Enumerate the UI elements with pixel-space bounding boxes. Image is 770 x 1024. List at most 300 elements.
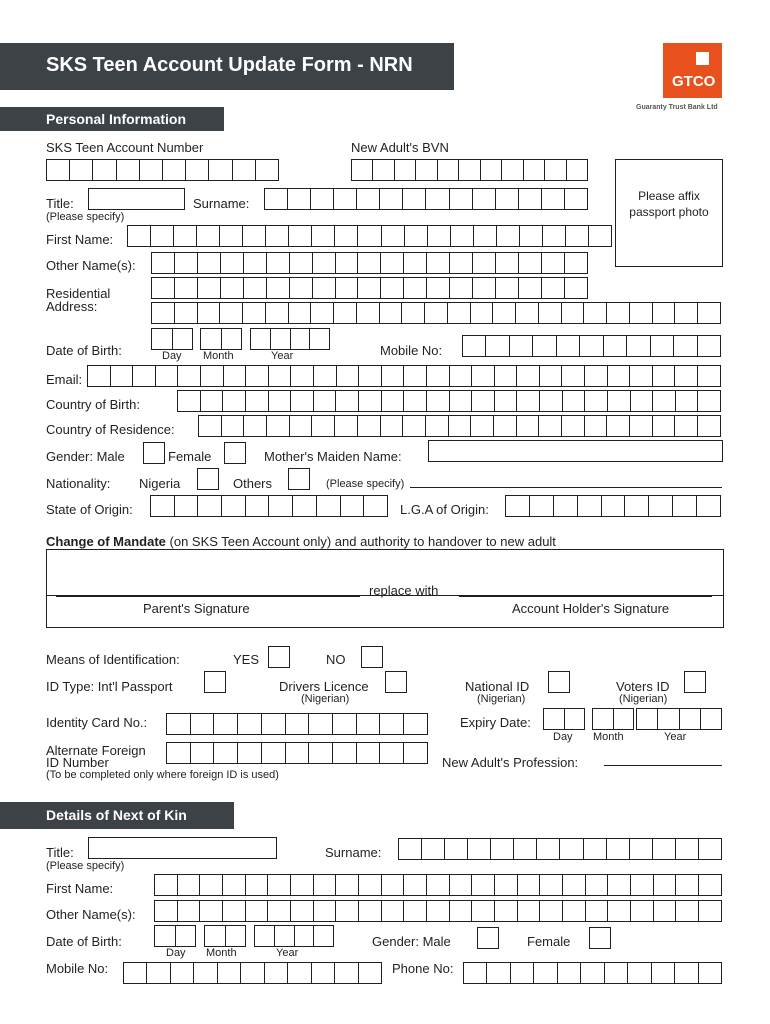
char-box[interactable] <box>262 713 286 735</box>
char-box[interactable] <box>262 742 286 764</box>
char-box[interactable] <box>495 390 518 412</box>
char-box[interactable] <box>565 708 586 730</box>
char-box[interactable] <box>291 900 314 922</box>
char-box[interactable] <box>562 415 585 437</box>
char-box[interactable] <box>233 159 256 181</box>
char-box[interactable] <box>220 302 243 324</box>
char-box[interactable] <box>359 900 382 922</box>
char-box[interactable] <box>416 159 437 181</box>
char-box[interactable] <box>266 302 289 324</box>
char-box[interactable] <box>539 415 562 437</box>
char-box[interactable] <box>198 415 222 437</box>
address-boxes-line1[interactable] <box>151 277 588 299</box>
char-box[interactable] <box>243 302 266 324</box>
state-origin-boxes[interactable] <box>150 495 388 517</box>
char-box[interactable] <box>517 415 540 437</box>
char-box[interactable] <box>487 962 510 984</box>
char-box[interactable] <box>602 495 626 517</box>
char-box[interactable] <box>191 742 215 764</box>
char-box[interactable] <box>150 495 175 517</box>
char-box[interactable] <box>214 742 238 764</box>
char-box[interactable] <box>567 159 588 181</box>
char-box[interactable] <box>404 277 427 299</box>
char-box[interactable] <box>404 742 428 764</box>
char-box[interactable] <box>565 188 588 210</box>
char-box[interactable] <box>166 713 191 735</box>
voters-id-checkbox[interactable] <box>684 671 706 693</box>
char-box[interactable] <box>357 742 381 764</box>
char-box[interactable] <box>291 390 314 412</box>
char-box[interactable] <box>491 838 514 860</box>
char-box[interactable] <box>336 874 359 896</box>
char-box[interactable] <box>166 742 191 764</box>
char-box[interactable] <box>654 874 677 896</box>
char-box[interactable] <box>288 188 311 210</box>
char-box[interactable] <box>510 335 533 357</box>
char-box[interactable] <box>269 365 292 387</box>
char-box[interactable] <box>334 302 357 324</box>
char-box[interactable] <box>560 838 583 860</box>
char-box[interactable] <box>295 925 315 947</box>
char-box[interactable] <box>200 900 223 922</box>
char-box[interactable] <box>426 188 449 210</box>
char-box[interactable] <box>630 302 653 324</box>
char-box[interactable] <box>608 390 631 412</box>
char-box[interactable] <box>580 335 603 357</box>
char-box[interactable] <box>380 713 404 735</box>
char-box[interactable] <box>404 900 427 922</box>
char-box[interactable] <box>698 415 721 437</box>
char-box[interactable] <box>398 838 422 860</box>
char-box[interactable] <box>557 335 580 357</box>
char-box[interactable] <box>267 415 290 437</box>
char-box[interactable] <box>604 335 627 357</box>
char-box[interactable] <box>204 925 226 947</box>
char-box[interactable] <box>676 874 699 896</box>
char-box[interactable] <box>653 415 676 437</box>
char-box[interactable] <box>244 415 267 437</box>
char-box[interactable] <box>524 159 545 181</box>
char-box[interactable] <box>357 713 381 735</box>
char-box[interactable] <box>520 225 543 247</box>
char-box[interactable] <box>673 495 697 517</box>
char-box[interactable] <box>382 390 405 412</box>
char-box[interactable] <box>427 390 450 412</box>
char-box[interactable] <box>605 962 628 984</box>
char-box[interactable] <box>459 159 480 181</box>
char-box[interactable] <box>220 225 243 247</box>
char-box[interactable] <box>539 302 562 324</box>
kin-surname-boxes[interactable] <box>398 838 722 860</box>
char-box[interactable] <box>473 252 496 274</box>
char-box[interactable] <box>674 335 697 357</box>
char-box[interactable] <box>312 225 335 247</box>
char-box[interactable] <box>244 277 267 299</box>
char-box[interactable] <box>244 252 267 274</box>
char-box[interactable] <box>268 900 291 922</box>
char-box[interactable] <box>269 390 292 412</box>
char-box[interactable] <box>200 328 222 350</box>
char-box[interactable] <box>381 415 404 437</box>
char-box[interactable] <box>178 365 201 387</box>
char-box[interactable] <box>676 390 699 412</box>
char-box[interactable] <box>502 159 523 181</box>
char-box[interactable] <box>314 390 337 412</box>
char-box[interactable] <box>676 900 699 922</box>
char-box[interactable] <box>341 495 365 517</box>
char-box[interactable] <box>581 962 604 984</box>
char-box[interactable] <box>450 390 473 412</box>
char-box[interactable] <box>404 390 427 412</box>
nationality-specify-line[interactable] <box>410 487 722 488</box>
char-box[interactable] <box>652 962 675 984</box>
char-box[interactable] <box>542 188 565 210</box>
kin-title-field[interactable] <box>88 837 277 859</box>
char-box[interactable] <box>223 390 246 412</box>
char-box[interactable] <box>191 713 215 735</box>
char-box[interactable] <box>404 365 427 387</box>
char-box[interactable] <box>313 277 336 299</box>
char-box[interactable] <box>486 335 509 357</box>
char-box[interactable] <box>653 838 676 860</box>
char-box[interactable] <box>450 188 473 210</box>
char-box[interactable] <box>562 302 585 324</box>
other-names-boxes[interactable] <box>151 252 588 274</box>
char-box[interactable] <box>221 277 244 299</box>
char-box[interactable] <box>223 874 246 896</box>
char-box[interactable] <box>218 962 241 984</box>
char-box[interactable] <box>468 838 491 860</box>
kin-dob-month-boxes[interactable] <box>204 925 246 947</box>
char-box[interactable] <box>558 962 581 984</box>
char-box[interactable] <box>565 252 588 274</box>
char-box[interactable] <box>151 328 173 350</box>
char-box[interactable] <box>585 415 608 437</box>
char-box[interactable] <box>335 225 358 247</box>
char-box[interactable] <box>194 962 217 984</box>
char-box[interactable] <box>404 252 427 274</box>
char-box[interactable] <box>614 708 635 730</box>
char-box[interactable] <box>654 900 677 922</box>
female-checkbox[interactable] <box>224 442 246 464</box>
char-box[interactable] <box>198 495 222 517</box>
identity-card-boxes[interactable] <box>166 713 428 735</box>
char-box[interactable] <box>373 159 394 181</box>
char-box[interactable] <box>314 365 337 387</box>
char-box[interactable] <box>156 365 179 387</box>
char-box[interactable] <box>519 188 542 210</box>
char-box[interactable] <box>275 925 295 947</box>
char-box[interactable] <box>364 495 388 517</box>
char-box[interactable] <box>241 962 264 984</box>
char-box[interactable] <box>699 874 722 896</box>
char-box[interactable] <box>358 225 381 247</box>
char-box[interactable] <box>201 390 224 412</box>
char-box[interactable] <box>147 962 170 984</box>
char-box[interactable] <box>291 874 314 896</box>
char-box[interactable] <box>246 900 269 922</box>
char-box[interactable] <box>578 495 602 517</box>
char-box[interactable] <box>653 390 676 412</box>
char-box[interactable] <box>563 874 586 896</box>
char-box[interactable] <box>540 874 563 896</box>
char-box[interactable] <box>246 365 269 387</box>
char-box[interactable] <box>698 302 721 324</box>
char-box[interactable] <box>519 277 542 299</box>
char-box[interactable] <box>496 252 519 274</box>
char-box[interactable] <box>171 962 194 984</box>
national-id-checkbox[interactable] <box>548 671 570 693</box>
char-box[interactable] <box>496 277 519 299</box>
char-box[interactable] <box>291 365 314 387</box>
char-box[interactable] <box>336 390 359 412</box>
char-box[interactable] <box>494 415 517 437</box>
dob-day-boxes[interactable] <box>151 328 193 350</box>
char-box[interactable] <box>140 159 163 181</box>
char-box[interactable] <box>517 365 540 387</box>
kin-phone-boxes[interactable] <box>463 962 722 984</box>
char-box[interactable] <box>381 277 404 299</box>
char-box[interactable] <box>698 390 721 412</box>
yes-checkbox[interactable] <box>268 646 290 668</box>
alt-foreign-id-boxes[interactable] <box>166 742 428 764</box>
char-box[interactable] <box>214 713 238 735</box>
expiry-day-boxes[interactable] <box>543 708 585 730</box>
dob-year-boxes[interactable] <box>250 328 330 350</box>
char-box[interactable] <box>176 925 197 947</box>
char-box[interactable] <box>676 838 699 860</box>
char-box[interactable] <box>636 708 658 730</box>
char-box[interactable] <box>566 225 589 247</box>
char-box[interactable] <box>675 962 698 984</box>
char-box[interactable] <box>445 838 468 860</box>
char-box[interactable] <box>562 365 585 387</box>
char-box[interactable] <box>472 874 495 896</box>
char-box[interactable] <box>111 365 134 387</box>
char-box[interactable] <box>358 277 381 299</box>
char-box[interactable] <box>200 874 223 896</box>
char-box[interactable] <box>493 302 516 324</box>
char-box[interactable] <box>608 900 631 922</box>
char-box[interactable] <box>359 390 382 412</box>
char-box[interactable] <box>382 365 405 387</box>
char-box[interactable] <box>631 900 654 922</box>
address-boxes-line2[interactable] <box>151 302 721 324</box>
char-box[interactable] <box>359 962 382 984</box>
char-box[interactable] <box>496 188 519 210</box>
expiry-year-boxes[interactable] <box>636 708 722 730</box>
char-box[interactable] <box>537 838 560 860</box>
intl-passport-checkbox[interactable] <box>204 671 226 693</box>
char-box[interactable] <box>680 708 701 730</box>
char-box[interactable] <box>472 390 495 412</box>
char-box[interactable] <box>449 415 472 437</box>
char-box[interactable] <box>238 742 262 764</box>
char-box[interactable] <box>382 225 405 247</box>
others-checkbox[interactable] <box>288 468 310 490</box>
char-box[interactable] <box>198 302 221 324</box>
char-box[interactable] <box>403 415 426 437</box>
char-box[interactable] <box>256 159 279 181</box>
parent-signature-line[interactable] <box>56 596 360 597</box>
char-box[interactable] <box>426 415 449 437</box>
char-box[interactable] <box>607 415 630 437</box>
title-field[interactable] <box>88 188 185 210</box>
char-box[interactable] <box>238 713 262 735</box>
char-box[interactable] <box>293 495 317 517</box>
char-box[interactable] <box>540 390 563 412</box>
char-box[interactable] <box>607 302 630 324</box>
char-box[interactable] <box>151 302 175 324</box>
char-box[interactable] <box>357 302 380 324</box>
char-box[interactable] <box>542 277 565 299</box>
char-box[interactable] <box>565 277 588 299</box>
char-box[interactable] <box>451 225 474 247</box>
char-box[interactable] <box>586 874 609 896</box>
char-box[interactable] <box>246 874 269 896</box>
char-box[interactable] <box>471 302 494 324</box>
char-box[interactable] <box>311 302 334 324</box>
char-box[interactable] <box>198 277 221 299</box>
char-box[interactable] <box>380 742 404 764</box>
char-box[interactable] <box>359 874 382 896</box>
char-box[interactable] <box>514 838 537 860</box>
char-box[interactable] <box>243 225 266 247</box>
char-box[interactable] <box>358 415 381 437</box>
char-box[interactable] <box>425 302 448 324</box>
char-box[interactable] <box>336 277 359 299</box>
char-box[interactable] <box>336 252 359 274</box>
char-box[interactable] <box>518 900 541 922</box>
char-box[interactable] <box>471 415 494 437</box>
char-box[interactable] <box>286 713 310 735</box>
char-box[interactable] <box>427 365 450 387</box>
kin-dob-day-boxes[interactable] <box>154 925 196 947</box>
char-box[interactable] <box>178 900 201 922</box>
char-box[interactable] <box>127 225 151 247</box>
char-box[interactable] <box>290 415 313 437</box>
char-box[interactable] <box>450 874 473 896</box>
char-box[interactable] <box>592 708 614 730</box>
char-box[interactable] <box>175 252 198 274</box>
char-box[interactable] <box>70 159 93 181</box>
char-box[interactable] <box>585 365 608 387</box>
char-box[interactable] <box>402 302 425 324</box>
char-box[interactable] <box>246 495 270 517</box>
char-box[interactable] <box>516 302 539 324</box>
char-box[interactable] <box>314 874 337 896</box>
char-box[interactable] <box>450 365 473 387</box>
char-box[interactable] <box>474 225 497 247</box>
char-box[interactable] <box>462 335 486 357</box>
char-box[interactable] <box>518 874 541 896</box>
char-box[interactable] <box>589 225 612 247</box>
char-box[interactable] <box>585 390 608 412</box>
account-number-boxes[interactable] <box>46 159 279 181</box>
email-boxes[interactable] <box>87 365 721 387</box>
char-box[interactable] <box>631 390 654 412</box>
char-box[interactable] <box>46 159 70 181</box>
char-box[interactable] <box>269 495 293 517</box>
char-box[interactable] <box>173 328 194 350</box>
char-box[interactable] <box>265 962 288 984</box>
char-box[interactable] <box>698 365 721 387</box>
char-box[interactable] <box>359 365 382 387</box>
expiry-month-boxes[interactable] <box>592 708 634 730</box>
char-box[interactable] <box>427 900 450 922</box>
char-box[interactable] <box>519 252 542 274</box>
char-box[interactable] <box>472 900 495 922</box>
char-box[interactable] <box>495 874 518 896</box>
char-box[interactable] <box>651 335 674 357</box>
char-box[interactable] <box>163 159 186 181</box>
char-box[interactable] <box>463 962 487 984</box>
char-box[interactable] <box>543 708 565 730</box>
char-box[interactable] <box>497 225 520 247</box>
char-box[interactable] <box>290 252 313 274</box>
char-box[interactable] <box>222 328 243 350</box>
char-box[interactable] <box>197 225 220 247</box>
kin-dob-year-boxes[interactable] <box>254 925 334 947</box>
char-box[interactable] <box>175 302 198 324</box>
char-box[interactable] <box>317 495 341 517</box>
char-box[interactable] <box>174 225 197 247</box>
char-box[interactable] <box>630 838 653 860</box>
char-box[interactable] <box>404 713 428 735</box>
char-box[interactable] <box>649 495 673 517</box>
char-box[interactable] <box>675 415 698 437</box>
char-box[interactable] <box>222 415 245 437</box>
char-box[interactable] <box>335 415 358 437</box>
char-box[interactable] <box>381 252 404 274</box>
kin-male-checkbox[interactable] <box>477 927 499 949</box>
char-box[interactable] <box>563 900 586 922</box>
char-box[interactable] <box>264 188 288 210</box>
lga-boxes[interactable] <box>505 495 721 517</box>
char-box[interactable] <box>313 252 336 274</box>
char-box[interactable] <box>428 225 451 247</box>
char-box[interactable] <box>404 874 427 896</box>
char-box[interactable] <box>563 390 586 412</box>
char-box[interactable] <box>186 159 209 181</box>
country-residence-boxes[interactable] <box>198 415 721 437</box>
profession-line[interactable] <box>604 765 722 766</box>
char-box[interactable] <box>198 252 221 274</box>
char-box[interactable] <box>290 277 313 299</box>
first-name-boxes[interactable] <box>127 225 612 247</box>
char-box[interactable] <box>631 874 654 896</box>
char-box[interactable] <box>675 365 698 387</box>
bvn-boxes[interactable] <box>351 159 588 181</box>
char-box[interactable] <box>698 335 721 357</box>
char-box[interactable] <box>554 495 578 517</box>
char-box[interactable] <box>450 252 473 274</box>
char-box[interactable] <box>699 900 722 922</box>
char-box[interactable] <box>154 874 178 896</box>
char-box[interactable] <box>697 495 721 517</box>
kin-female-checkbox[interactable] <box>589 927 611 949</box>
char-box[interactable] <box>395 159 416 181</box>
char-box[interactable] <box>266 225 289 247</box>
char-box[interactable] <box>309 742 333 764</box>
char-box[interactable] <box>175 495 199 517</box>
char-box[interactable] <box>438 159 459 181</box>
char-box[interactable] <box>289 225 312 247</box>
char-box[interactable] <box>427 277 450 299</box>
char-box[interactable] <box>403 188 426 210</box>
char-box[interactable] <box>382 900 405 922</box>
char-box[interactable] <box>607 838 630 860</box>
